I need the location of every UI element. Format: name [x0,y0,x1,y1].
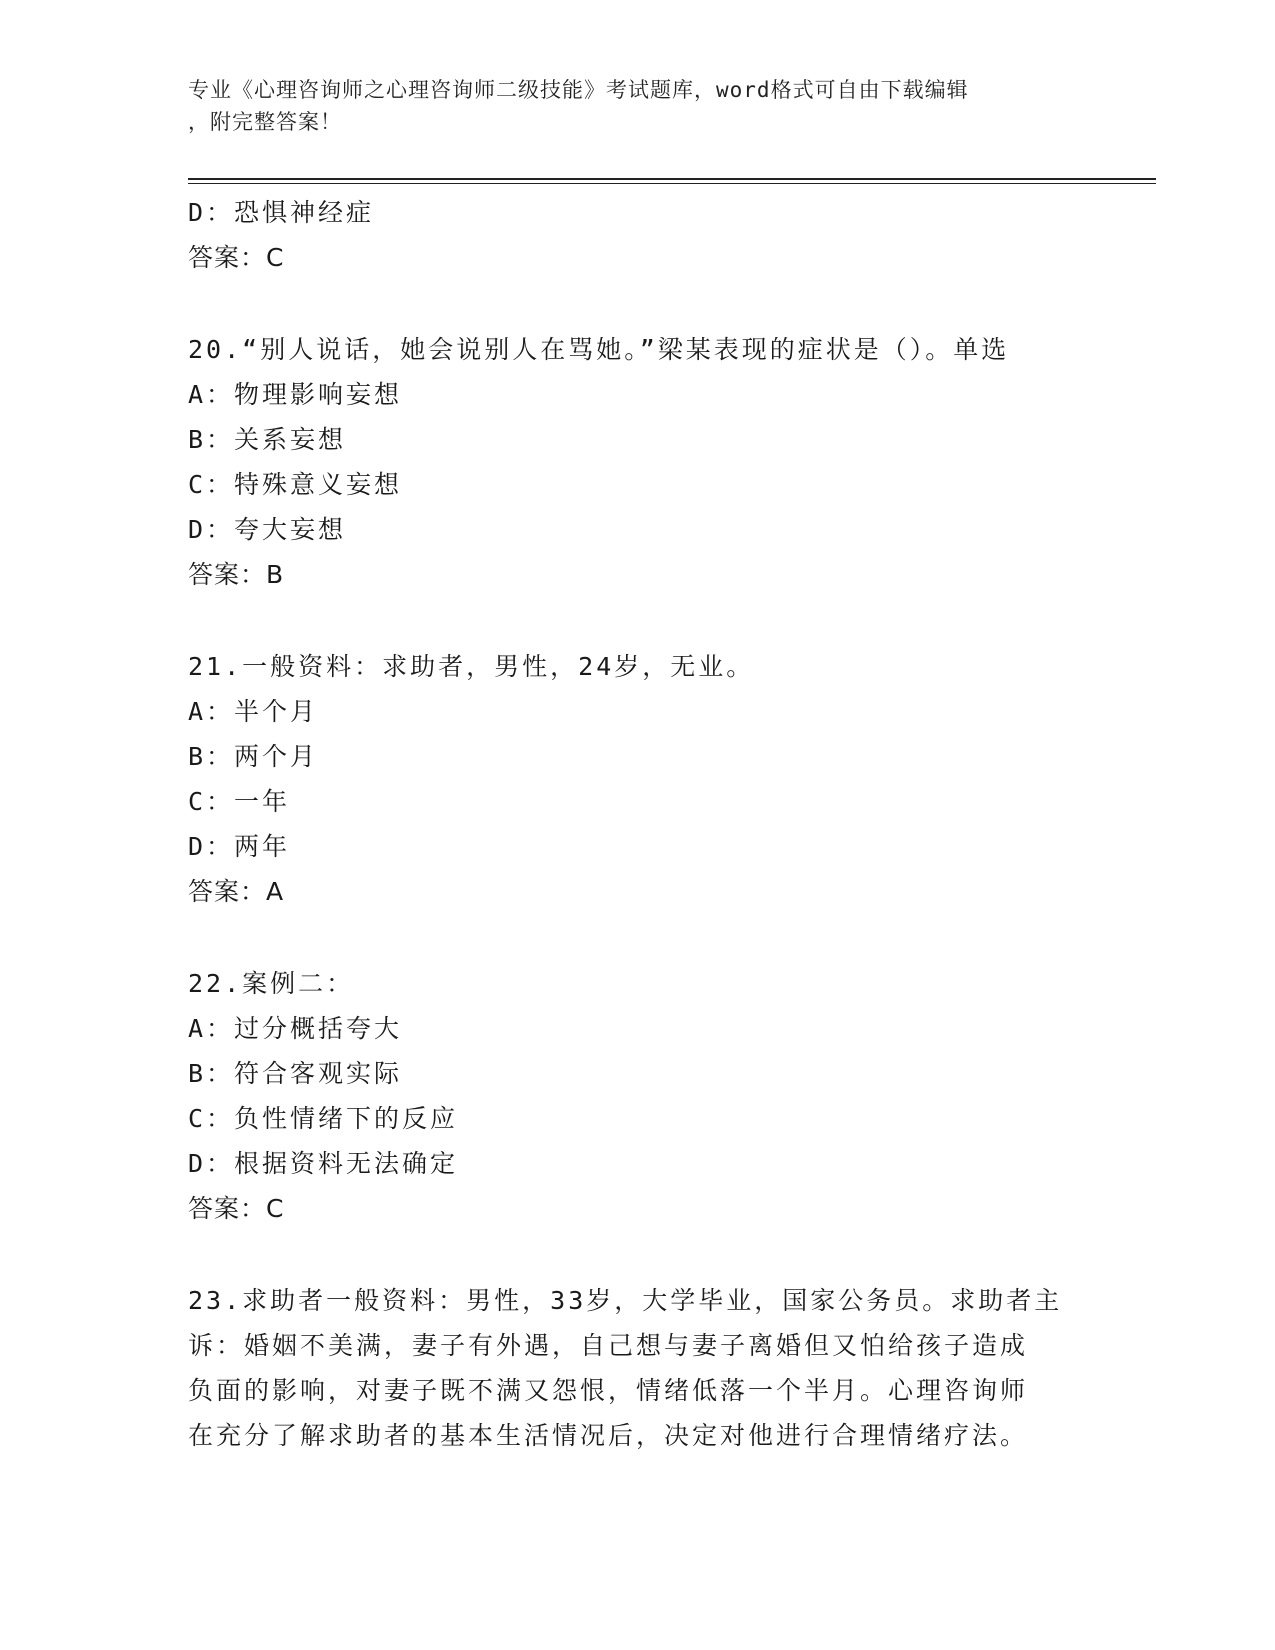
spacer [188,1231,1088,1278]
header-divider-thick [188,178,1156,180]
option-d: D：夸大妄想 [188,515,347,544]
option-d: D：两年 [188,832,291,861]
question-23-line-4: 在充分了解求助者的基本生活情况后，决定对他进行合理情绪疗法。 [188,1421,1029,1450]
question-stem: 22.案例二： [188,969,355,998]
option-a: A：半个月 [188,697,319,726]
spacer [188,597,1088,644]
question-stem: 20.“别人说话，她会说别人在骂她。”梁某表现的症状是（）。单选 [188,335,1010,364]
question-stem: 21.一般资料：求助者，男性，24岁，无业。 [188,652,755,681]
question-21 [188,644,1088,914]
header-divider-thin [188,183,1156,184]
option-c: C：特殊意义妄想 [188,470,403,499]
question-23 [188,1278,1088,1458]
header-line-1: 专业《心理咨询师之心理咨询师二级技能》考试题库，word格式可自由下载编辑 [188,78,969,102]
question-19-option-d: D：恐惧神经症 [188,198,375,227]
question-23-line-1: 23.求助者一般资料：男性，33岁，大学毕业，国家公务员。求助者主 [188,1286,1063,1315]
question-23-line-3: 负面的影响，对妻子既不满又怨恨，情绪低落一个半月。心理咨询师 [188,1376,1029,1405]
option-d: D：根据资料无法确定 [188,1149,459,1178]
spacer [188,914,1088,961]
document-body [188,190,1088,1458]
option-b: B：两个月 [188,742,319,771]
question-19-answer: 答案：C [188,243,285,272]
answer: 答案：B [188,560,285,589]
option-a: A：过分概括夸大 [188,1014,403,1043]
option-c: C：一年 [188,787,291,816]
option-b: B：关系妄想 [188,425,347,454]
question-23-line-2: 诉：婚姻不美满，妻子有外遇，自己想与妻子离婚但又怕给孩子造成 [188,1331,1029,1360]
answer: 答案：C [188,1194,285,1223]
option-a: A：物理影响妄想 [188,380,403,409]
document-header [188,74,1088,138]
question-22 [188,961,1088,1231]
spacer [188,280,1088,327]
answer: 答案：A [188,877,285,906]
question-20 [188,327,1088,597]
option-b: B：符合客观实际 [188,1059,403,1088]
option-c: C：负性情绪下的反应 [188,1104,459,1133]
header-line-2: ，附完整答案！ [188,110,342,134]
